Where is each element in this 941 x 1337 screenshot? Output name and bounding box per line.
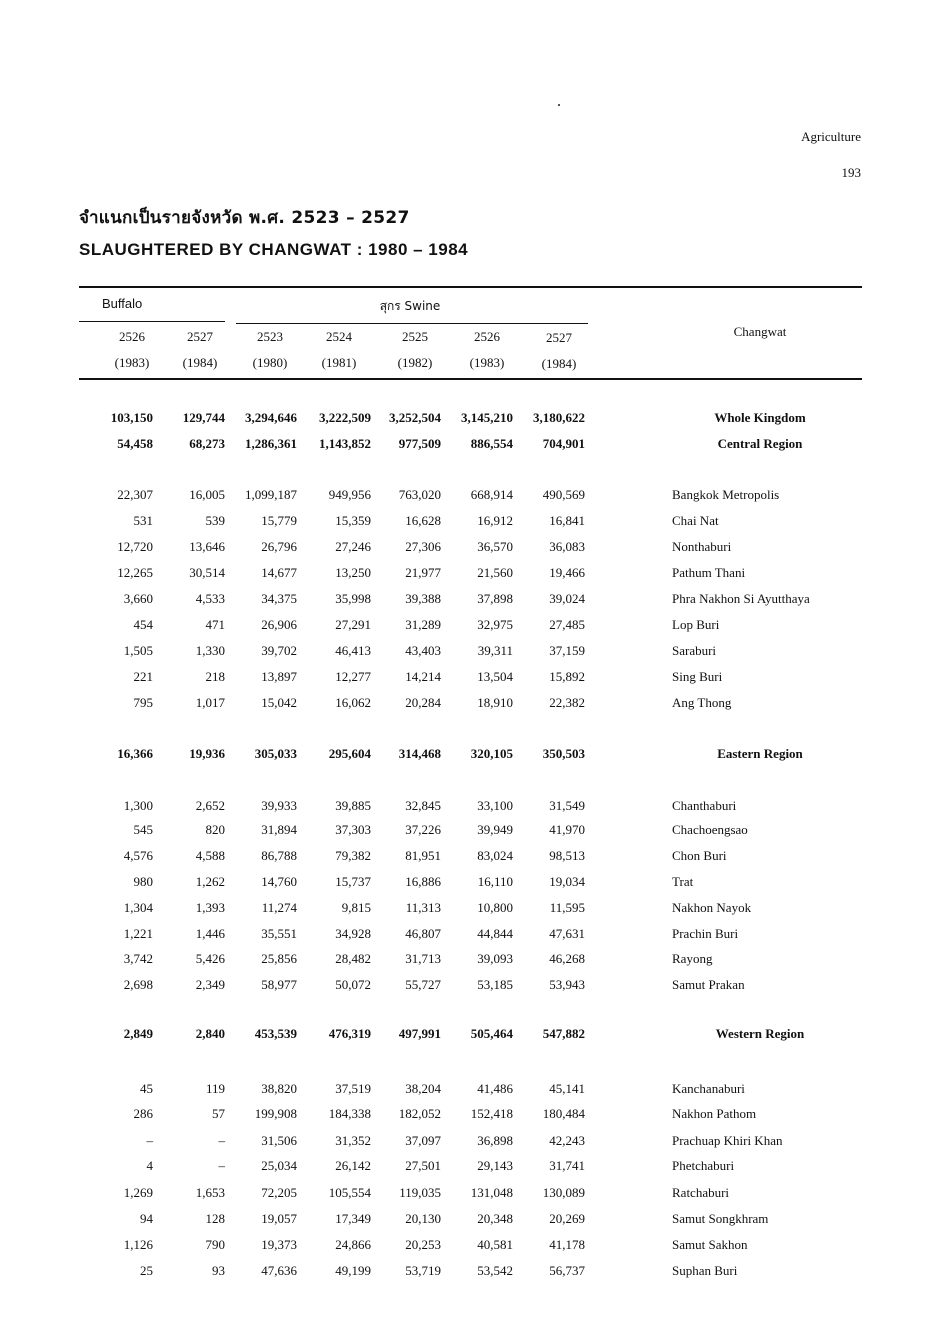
- table-row: [0, 591, 941, 611]
- table-cell-value: 15,042: [261, 695, 297, 710]
- table-cell-value: 56,737: [549, 1263, 585, 1278]
- table-cell-changwat: Central Region: [717, 436, 803, 451]
- table-cell-value: 14,677: [261, 565, 297, 580]
- table-cell-value: 12,720: [117, 539, 153, 554]
- table-cell-value: 3,252,504: [389, 410, 441, 425]
- table-cell-value: 763,020: [398, 487, 441, 502]
- table-cell-value: 22,307: [117, 487, 153, 502]
- table-cell-value: 26,906: [261, 617, 297, 632]
- table-cell-value: 42,243: [549, 1133, 585, 1148]
- table-cell-value: 3,180,622: [533, 410, 585, 425]
- table-cell-value: 39,093: [477, 951, 513, 966]
- table-cell-value: 28,482: [335, 951, 371, 966]
- table-cell-value: 295,604: [328, 746, 371, 761]
- table-cell-value: 129,744: [182, 410, 225, 425]
- table-cell-value: 30,514: [189, 565, 225, 580]
- table-cell-value: 152,418: [470, 1106, 513, 1121]
- table-cell-value: 790: [205, 1237, 225, 1252]
- table-cell-value: 1,269: [123, 1185, 153, 1200]
- table-row: [0, 798, 941, 818]
- table-cell-value: 72,205: [261, 1185, 297, 1200]
- header-bottom-rule: [79, 378, 862, 380]
- table-cell-value: 38,820: [261, 1081, 297, 1096]
- year-header-be: 2524: [326, 329, 352, 344]
- page-number: 193: [841, 165, 861, 180]
- table-cell-value: 94: [140, 1211, 153, 1226]
- table-cell-value: 41,486: [477, 1081, 513, 1096]
- table-cell-value: 3,742: [123, 951, 153, 966]
- year-header-be: 2523: [257, 329, 283, 344]
- table-cell-value: 820: [205, 822, 225, 837]
- table-cell-changwat: Chanthaburi: [672, 798, 737, 813]
- table-cell-changwat: Western Region: [715, 1026, 805, 1041]
- table-cell-value: 471: [205, 617, 225, 632]
- table-cell-value: 27,485: [549, 617, 585, 632]
- table-cell-value: 305,033: [254, 746, 297, 761]
- table-cell-value: 4,533: [195, 591, 225, 606]
- table-cell-value: 16,366: [117, 746, 153, 761]
- table-cell-value: 1,143,852: [319, 436, 371, 451]
- year-header-be: 2527: [546, 330, 572, 345]
- table-cell-value: 128: [205, 1211, 225, 1226]
- table-cell-value: 949,956: [328, 487, 371, 502]
- page-title-thai: จำแนกเป็นรายจังหวัด พ.ศ. 2523 – 2527: [79, 208, 410, 228]
- table-cell-value: 21,560: [477, 565, 513, 580]
- table-row: [0, 1263, 941, 1283]
- table-cell-value: 13,504: [477, 669, 513, 684]
- table-cell-value: 531: [133, 513, 153, 528]
- table-cell-value: 668,914: [470, 487, 513, 502]
- table-cell-changwat: Nakhon Nayok: [672, 900, 752, 915]
- table-row: [0, 513, 941, 533]
- section-label: Agriculture: [801, 129, 861, 144]
- table-cell-value: 58,977: [261, 977, 297, 992]
- table-cell-value: 26,142: [335, 1158, 371, 1173]
- table-cell-changwat: Lop Buri: [672, 617, 720, 632]
- table-cell-value: 1,300: [123, 798, 153, 813]
- table-cell-value: 31,289: [405, 617, 441, 632]
- table-cell-value: 105,554: [328, 1185, 371, 1200]
- table-cell-value: 4: [146, 1158, 153, 1173]
- table-cell-value: 57: [212, 1106, 225, 1121]
- table-cell-value: 40,581: [477, 1237, 513, 1252]
- table-cell-value: 36,083: [549, 539, 585, 554]
- table-row: [0, 643, 941, 663]
- table-cell-value: 29,143: [477, 1158, 513, 1173]
- table-cell-value: 39,885: [335, 798, 371, 813]
- table-cell-value: 13,646: [189, 539, 225, 554]
- table-cell-value: 1,017: [195, 695, 225, 710]
- table-cell-changwat: Ratchaburi: [672, 1185, 730, 1200]
- table-cell-value: 20,348: [477, 1211, 513, 1226]
- table-cell-value: 3,222,509: [319, 410, 371, 425]
- table-cell-value: 15,359: [335, 513, 371, 528]
- table-cell-value: 38,204: [405, 1081, 441, 1096]
- table-cell-value: 539: [205, 513, 225, 528]
- table-cell-value: 44,844: [477, 926, 513, 941]
- year-header-ce: (1981): [321, 355, 357, 370]
- table-cell-value: 34,375: [261, 591, 297, 606]
- table-cell-value: 2,652: [195, 798, 225, 813]
- table-cell-value: 13,897: [261, 669, 297, 684]
- year-header-be: 2526: [474, 329, 500, 344]
- year-header-ce: (1984): [182, 355, 218, 370]
- table-cell-value: 27,246: [335, 539, 371, 554]
- table-cell-value: 19,034: [549, 874, 585, 889]
- table-row-region: [0, 746, 941, 766]
- table-cell-value: 86,788: [261, 848, 297, 863]
- table-cell-value: 453,539: [254, 1026, 297, 1041]
- table-cell-value: 182,052: [398, 1106, 441, 1121]
- table-cell-value: 16,886: [405, 874, 441, 889]
- table-cell-value: 221: [133, 669, 153, 684]
- year-header-be: 2525: [402, 329, 428, 344]
- table-cell-value: 36,898: [477, 1133, 513, 1148]
- table-cell-value: 545: [133, 822, 153, 837]
- table-cell-value: 46,268: [549, 951, 585, 966]
- table-cell-changwat: Prachin Buri: [672, 926, 739, 941]
- table-cell-value: 68,273: [189, 436, 225, 451]
- table-cell-value: 1,393: [195, 900, 225, 915]
- table-cell-value: 19,466: [549, 565, 585, 580]
- table-cell-changwat: Saraburi: [672, 643, 717, 658]
- table-cell-value: 37,303: [335, 822, 371, 837]
- table-cell-value: 19,057: [261, 1211, 297, 1226]
- table-cell-changwat: Phra Nakhon Si Ayutthaya: [672, 591, 810, 606]
- table-cell-value: 31,894: [261, 822, 297, 837]
- table-cell-value: 2,349: [195, 977, 225, 992]
- table-cell-value: 977,509: [398, 436, 441, 451]
- table-cell-value: 2,698: [123, 977, 153, 992]
- table-cell-value: 199,908: [254, 1106, 297, 1121]
- table-cell-value: 1,221: [123, 926, 153, 941]
- table-cell-value: 34,928: [335, 926, 371, 941]
- table-cell-value: 1,304: [123, 900, 153, 915]
- table-cell-changwat: Samut Prakan: [672, 977, 745, 992]
- table-cell-value: 17,349: [335, 1211, 371, 1226]
- table-row: [0, 848, 941, 868]
- table-cell-changwat: Trat: [672, 874, 694, 889]
- table-cell-changwat: Nakhon Pathom: [672, 1106, 757, 1121]
- table-cell-value: 31,506: [261, 1133, 297, 1148]
- table-cell-value: 505,464: [470, 1026, 513, 1041]
- table-row-region: [0, 1026, 941, 1046]
- table-cell-value: 53,185: [477, 977, 513, 992]
- table-cell-value: 131,048: [470, 1185, 513, 1200]
- table-cell-value: 39,702: [261, 643, 297, 658]
- swine-group-rule: [236, 323, 588, 324]
- page-title: SLAUGHTERED BY CHANGWAT : 1980 – 1984: [79, 240, 469, 259]
- table-cell-value: 24,866: [335, 1237, 371, 1252]
- table-cell-changwat: Bangkok Metropolis: [672, 487, 780, 502]
- table-cell-value: 53,943: [549, 977, 585, 992]
- table-cell-value: 25: [140, 1263, 153, 1278]
- table-cell-value: 37,226: [405, 822, 441, 837]
- table-cell-value: 25,034: [261, 1158, 297, 1173]
- table-cell-value: 218: [205, 669, 225, 684]
- table-cell-value: 3,145,210: [461, 410, 513, 425]
- table-cell-value: 10,800: [477, 900, 513, 915]
- table-cell-value: 16,912: [477, 513, 513, 528]
- table-row: [0, 1158, 941, 1178]
- table-cell-value: 55,727: [405, 977, 441, 992]
- table-cell-value: 16,005: [189, 487, 225, 502]
- table-cell-value: 31,713: [405, 951, 441, 966]
- table-cell-value: 83,024: [477, 848, 513, 863]
- table-cell-value: 3,294,646: [245, 410, 297, 425]
- table-cell-value: 15,892: [549, 669, 585, 684]
- table-cell-value: 93: [212, 1263, 225, 1278]
- swine-header: สุกร Swine: [379, 299, 441, 313]
- table-cell-value: 27,291: [335, 617, 371, 632]
- table-row: [0, 1106, 941, 1126]
- year-header-ce: (1983): [469, 355, 505, 370]
- changwat-header: Changwat: [733, 324, 787, 339]
- table-row: [0, 951, 941, 971]
- table-row: [0, 617, 941, 637]
- table-cell-changwat: Whole Kingdom: [714, 410, 806, 425]
- table-cell-value: 490,569: [542, 487, 585, 502]
- table-cell-value: 18,910: [477, 695, 513, 710]
- table-cell-value: 31,352: [335, 1133, 371, 1148]
- table-cell-value: 37,519: [335, 1081, 371, 1096]
- table-cell-value: 1,262: [195, 874, 225, 889]
- table-cell-value: 454: [133, 617, 153, 632]
- table-cell-value: 3,660: [123, 591, 153, 606]
- table-cell-value: 22,382: [549, 695, 585, 710]
- year-header-be: 2527: [187, 329, 213, 344]
- table-row: [0, 1133, 941, 1153]
- table-cell-value: 1,653: [195, 1185, 225, 1200]
- table-cell-value: 53,719: [405, 1263, 441, 1278]
- table-cell-changwat: Ang Thong: [672, 695, 732, 710]
- table-cell-value: 795: [133, 695, 153, 710]
- table-cell-value: –: [218, 1133, 225, 1148]
- table-cell-changwat: Nonthaburi: [672, 539, 732, 554]
- table-cell-value: 32,845: [405, 798, 441, 813]
- table-cell-value: 41,178: [549, 1237, 585, 1252]
- table-cell-value: 16,841: [549, 513, 585, 528]
- table-cell-value: 119,035: [399, 1185, 441, 1200]
- table-cell-value: –: [146, 1133, 153, 1148]
- table-cell-changwat: Samut Songkhram: [672, 1211, 769, 1226]
- table-cell-value: 79,382: [335, 848, 371, 863]
- table-cell-value: 20,253: [405, 1237, 441, 1252]
- table-cell-value: 35,998: [335, 591, 371, 606]
- table-cell-value: 547,882: [542, 1026, 585, 1041]
- table-row: [0, 487, 941, 507]
- table-row: [0, 926, 941, 946]
- table-cell-value: 13,250: [335, 565, 371, 580]
- table-cell-value: 14,760: [261, 874, 297, 889]
- table-cell-value: 31,549: [549, 798, 585, 813]
- table-cell-value: 25,856: [261, 951, 297, 966]
- table-cell-changwat: Samut Sakhon: [672, 1237, 748, 1252]
- table-cell-value: 497,991: [398, 1026, 441, 1041]
- table-cell-value: 41,970: [549, 822, 585, 837]
- table-cell-value: 1,330: [195, 643, 225, 658]
- table-cell-value: 39,933: [261, 798, 297, 813]
- table-cell-value: 2,840: [195, 1026, 225, 1041]
- table-cell-value: 1,505: [123, 643, 153, 658]
- buffalo-group-rule: [79, 321, 225, 322]
- print-speck: [558, 104, 560, 106]
- buffalo-header: Buffalo: [102, 296, 143, 311]
- table-cell-value: 37,898: [477, 591, 513, 606]
- table-cell-value: 16,628: [405, 513, 441, 528]
- table-cell-value: 14,214: [405, 669, 441, 684]
- table-cell-value: 47,631: [549, 926, 585, 941]
- table-cell-value: 476,319: [328, 1026, 371, 1041]
- table-cell-value: 31,741: [549, 1158, 585, 1173]
- year-header-ce: (1984): [541, 356, 577, 371]
- table-cell-value: 49,199: [335, 1263, 371, 1278]
- table-cell-value: 27,501: [405, 1158, 441, 1173]
- table-cell-value: 39,388: [405, 591, 441, 606]
- table-cell-value: 35,551: [261, 926, 297, 941]
- table-cell-value: 32,975: [477, 617, 513, 632]
- table-cell-value: 53,542: [477, 1263, 513, 1278]
- table-cell-value: 16,062: [335, 695, 371, 710]
- year-header-ce: (1982): [397, 355, 433, 370]
- table-top-rule: [79, 286, 862, 288]
- table-cell-changwat: Pathum Thani: [672, 565, 746, 580]
- table-cell-value: 12,277: [335, 669, 371, 684]
- table-cell-changwat: Phetchaburi: [672, 1158, 735, 1173]
- table-cell-value: 350,503: [542, 746, 585, 761]
- table-cell-value: 704,901: [542, 436, 585, 451]
- table-cell-value: 886,554: [470, 436, 513, 451]
- table-cell-value: 36,570: [477, 539, 513, 554]
- table-cell-value: 46,807: [405, 926, 441, 941]
- table-cell-value: 39,949: [477, 822, 513, 837]
- table-cell-value: 81,951: [405, 848, 441, 863]
- year-header-ce: (1980): [252, 355, 288, 370]
- table-cell-value: 1,446: [195, 926, 225, 941]
- table-cell-value: 184,338: [328, 1106, 371, 1121]
- table-cell-value: 4,588: [195, 848, 225, 863]
- table-cell-value: 39,024: [549, 591, 585, 606]
- table-cell-value: 33,100: [477, 798, 513, 813]
- table-cell-value: 15,737: [335, 874, 371, 889]
- table-cell-value: 180,484: [542, 1106, 585, 1121]
- table-cell-value: 286: [133, 1106, 153, 1121]
- table-cell-value: 1,099,187: [245, 487, 297, 502]
- table-cell-changwat: Eastern Region: [717, 746, 803, 761]
- table-cell-value: 19,373: [261, 1237, 297, 1252]
- table-cell-value: 39,311: [477, 643, 513, 658]
- table-cell-value: 54,458: [117, 436, 153, 451]
- table-cell-value: 45,141: [549, 1081, 585, 1096]
- table-cell-value: 15,779: [261, 513, 297, 528]
- table-cell-value: 20,130: [405, 1211, 441, 1226]
- table-cell-value: 27,306: [405, 539, 441, 554]
- year-header-ce: (1983): [114, 355, 150, 370]
- table-row: [0, 1211, 941, 1231]
- table-cell-changwat: Suphan Buri: [672, 1263, 738, 1278]
- table-row: [0, 900, 941, 920]
- table-cell-value: 4,576: [123, 848, 153, 863]
- table-row: [0, 539, 941, 559]
- table-cell-value: 20,269: [549, 1211, 585, 1226]
- table-cell-value: 5,426: [195, 951, 225, 966]
- table-cell-changwat: Prachuap Khiri Khan: [672, 1133, 783, 1148]
- table-cell-value: 98,513: [549, 848, 585, 863]
- table-cell-value: 26,796: [261, 539, 297, 554]
- table-cell-value: 43,403: [405, 643, 441, 658]
- table-cell-changwat: Kanchanaburi: [672, 1081, 745, 1096]
- table-cell-value: 11,274: [261, 900, 297, 915]
- year-header-be: 2526: [119, 329, 145, 344]
- table-cell-value: 103,150: [110, 410, 153, 425]
- table-cell-value: 37,159: [549, 643, 585, 658]
- table-cell-changwat: Chachoengsao: [672, 822, 748, 837]
- table-row: [0, 695, 941, 715]
- table-row: [0, 565, 941, 585]
- table-cell-changwat: Chai Nat: [672, 513, 719, 528]
- table-cell-changwat: Sing Buri: [672, 669, 723, 684]
- table-cell-value: 9,815: [341, 900, 371, 915]
- table-cell-value: 130,089: [542, 1185, 585, 1200]
- table-row: [0, 669, 941, 689]
- table-row: [0, 977, 941, 997]
- table-row: [0, 1185, 941, 1205]
- table-cell-value: 37,097: [405, 1133, 441, 1148]
- table-cell-value: 12,265: [117, 565, 153, 580]
- table-row-region: [0, 410, 941, 430]
- table-cell-value: 21,977: [405, 565, 441, 580]
- table-cell-value: 11,313: [405, 900, 441, 915]
- table-cell-value: 11,595: [549, 900, 585, 915]
- table-cell-value: 980: [133, 874, 153, 889]
- table-cell-value: 1,286,361: [245, 436, 297, 451]
- table-cell-changwat: Chon Buri: [672, 848, 727, 863]
- table-cell-value: 1,126: [123, 1237, 153, 1252]
- table-cell-value: 2,849: [123, 1026, 153, 1041]
- table-cell-value: 19,936: [189, 746, 225, 761]
- table-cell-value: 314,468: [398, 746, 441, 761]
- table-row: [0, 1237, 941, 1257]
- table-row: [0, 822, 941, 842]
- table-cell-value: 119: [205, 1081, 225, 1096]
- table-cell-changwat: Rayong: [672, 951, 713, 966]
- table-row: [0, 874, 941, 894]
- table-cell-value: 20,284: [405, 695, 441, 710]
- table-cell-value: 47,636: [261, 1263, 297, 1278]
- table-row-region: [0, 436, 941, 456]
- table-cell-value: 16,110: [477, 874, 513, 889]
- table-cell-value: 45: [140, 1081, 153, 1096]
- table-cell-value: 320,105: [470, 746, 513, 761]
- table-cell-value: 46,413: [335, 643, 371, 658]
- table-cell-value: –: [218, 1158, 225, 1173]
- table-cell-value: 50,072: [335, 977, 371, 992]
- table-row: [0, 1081, 941, 1101]
